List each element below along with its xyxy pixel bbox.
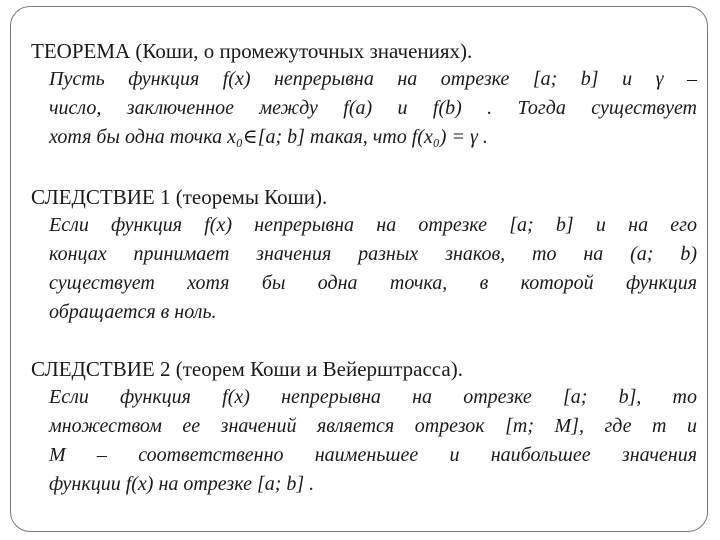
corollary2-block [31, 355, 697, 499]
theorem-line: число, заключенное между f(a) и f(b) . Тогда существует [49, 97, 697, 119]
corollary2-heading: СЛЕДСТВИЕ 2 (теорем Коши и Вейерштрасса). [31, 357, 463, 381]
corollary2-statement [31, 383, 697, 499]
corollary1-line: обращается в ноль. [49, 301, 217, 323]
corollary1-line: Если функция f(x) непрерывна на отрезке [a; b] и на его [49, 214, 697, 236]
corollary1-heading: СЛЕДСТВИЕ 1 (теоремы Коши). [31, 185, 328, 209]
theorem-line: хотя бы одна точка x₀∈[a; b] такая, что f(x₀) = γ . [49, 126, 488, 148]
corollary2-line: M – соответственно наименьшее и наибольшее значения [49, 444, 697, 466]
theorem-heading: ТЕОРЕМА (Коши, о промежуточных значениях). [31, 39, 473, 63]
corollary2-line: множеством ее значений является отрезок [m; M], где m и [49, 415, 697, 437]
slide-frame [10, 6, 708, 532]
corollary1-block [31, 183, 697, 327]
theorem-line: Пусть функция f(x) непрерывна на отрезке [a; b] и γ – [49, 68, 697, 90]
theorem-block [31, 37, 697, 152]
corollary2-line: Если функция f(x) непрерывна на отрезке [a; b], то [49, 386, 697, 408]
corollary2-line: функции f(x) на отрезке [a; b] . [49, 473, 315, 495]
corollary1-line: концах принимает значения разных знаков, то на (a; b) [49, 243, 697, 265]
theorem-statement [31, 65, 697, 152]
corollary1-statement [31, 211, 697, 327]
corollary1-line: существует хотя бы одна точка, в которой функция [49, 272, 697, 294]
